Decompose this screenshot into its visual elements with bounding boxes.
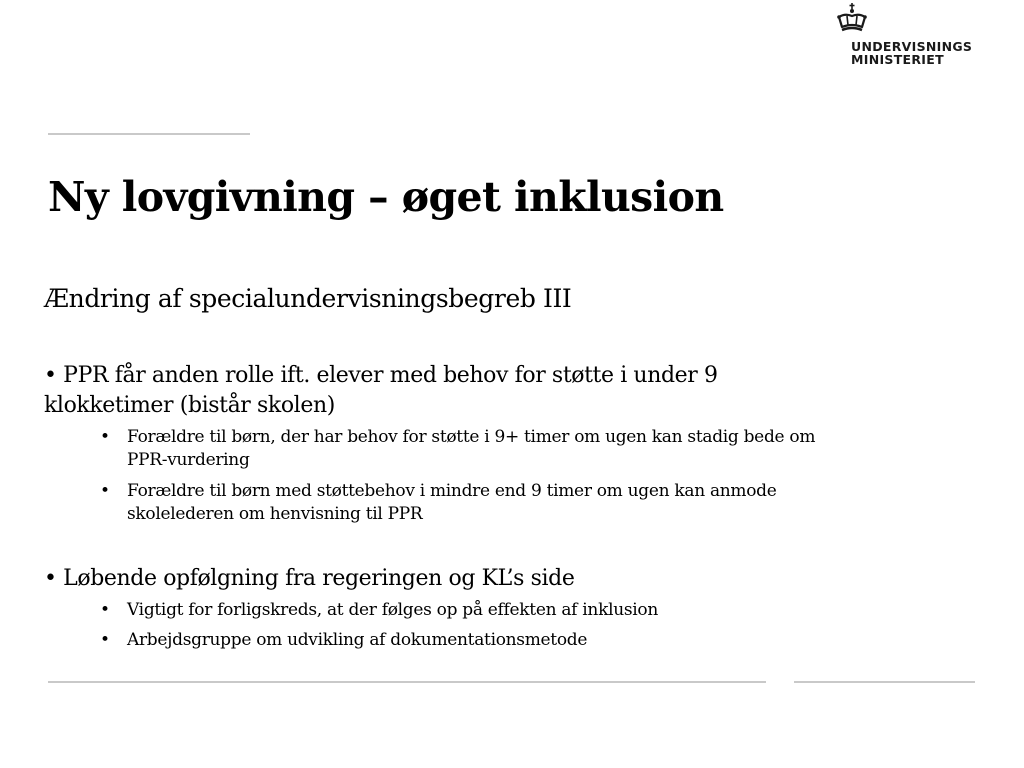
sub-bullet-1-1 [100, 426, 815, 472]
logo-wordmark [851, 40, 972, 66]
bottom-divider-right [794, 681, 975, 683]
ministry-logo [836, 2, 986, 72]
logo-line-1: UNDERVISNINGS [851, 39, 973, 54]
crown-icon [836, 2, 868, 36]
slide-subtitle: Ændring af specialundervisningsbegreb III [44, 284, 572, 313]
bullet-2-line-1: • Løbende opfølgning fra regeringen og KL’s side [44, 566, 575, 591]
bullet-dot: • [100, 427, 110, 447]
logo-line-2: MINISTERIET [851, 52, 944, 67]
bullet-dot: • [100, 630, 110, 650]
sub-bullet-1-2 [100, 480, 777, 526]
bullet-1-line-1: • PPR får anden rolle ift. elever med behov for støtte i under 9 [44, 363, 718, 388]
top-divider [48, 133, 250, 135]
bullet-dot: • [100, 481, 110, 501]
sub-bullet-1-2-line-2: skolelederen om henvisning til PPR [127, 504, 423, 524]
sub-bullet-1-2-line-1: Forældre til børn med støttebehov i mindre end 9 timer om ugen kan anmode [127, 481, 777, 501]
bullet-dot: • [100, 600, 110, 620]
sub-bullet-2-2-line-1: Arbejdsgruppe om udvikling af dokumentationsmetode [127, 630, 588, 650]
sub-bullet-2-1-line-1: Vigtigt for forligskreds, at der følges op på effekten af inklusion [127, 600, 658, 620]
sub-bullet-1-1-line-2: PPR-vurdering [127, 450, 250, 470]
sub-bullet-2-2 [100, 629, 587, 652]
slide-title: Ny lovgivning – øget inklusion [48, 173, 724, 221]
sub-bullet-1-1-line-1: Forældre til børn, der har behov for støtte i 9+ timer om ugen kan stadig bede om [127, 427, 816, 447]
bottom-divider-left [48, 681, 766, 683]
bullet-1-line-2: klokketimer (bistår skolen) [44, 393, 335, 418]
sub-bullet-2-1 [100, 599, 658, 622]
